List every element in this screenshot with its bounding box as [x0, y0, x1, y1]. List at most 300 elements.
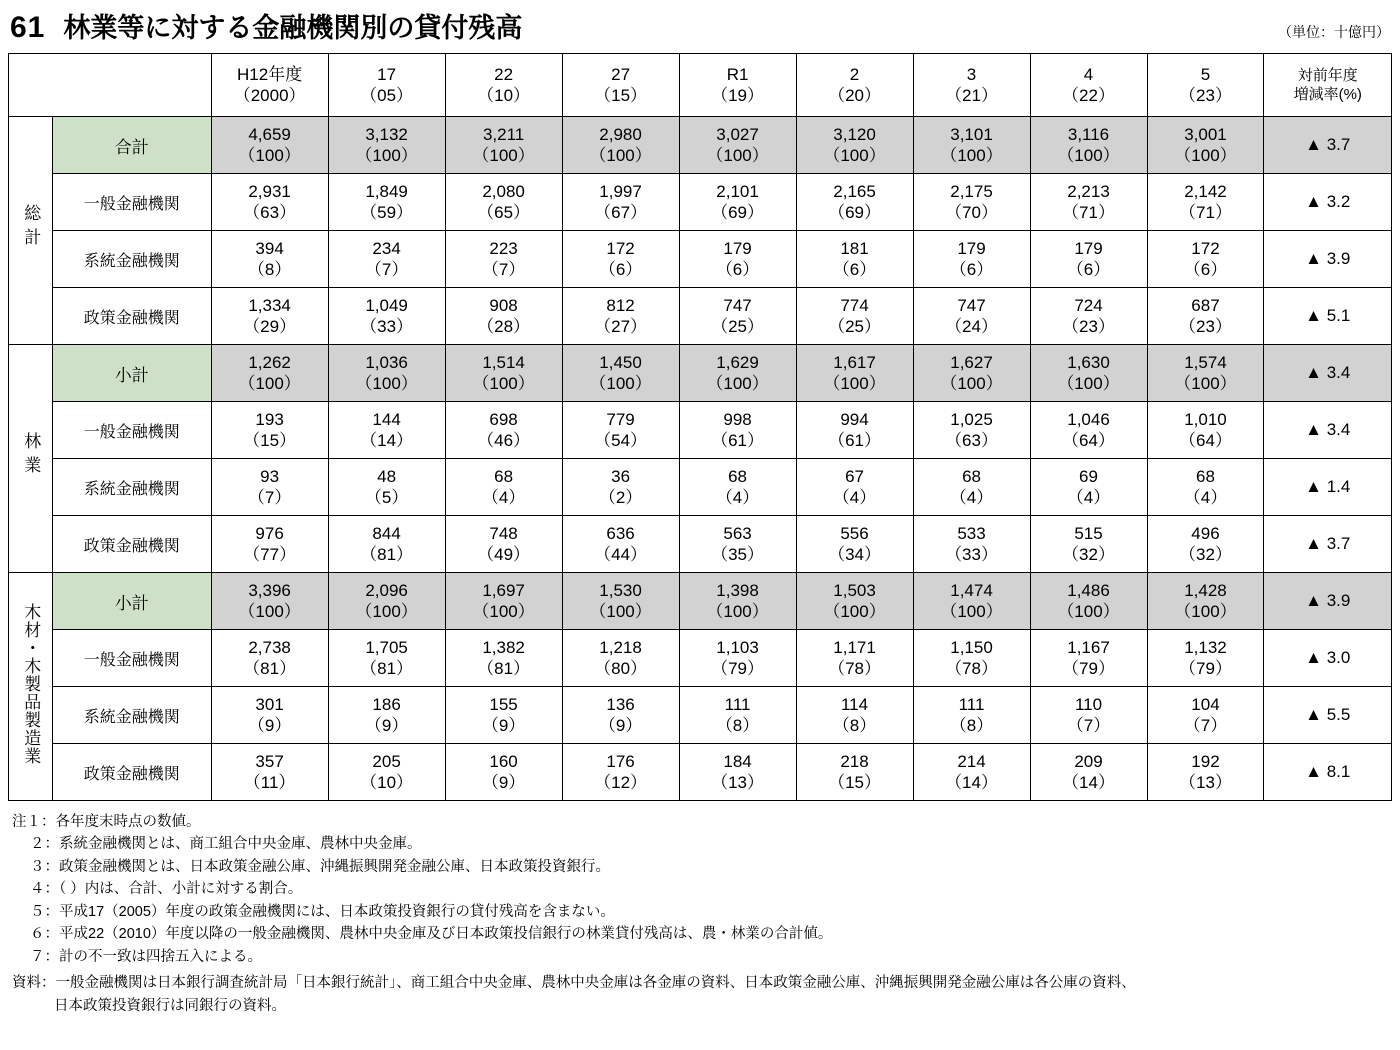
rate-cell: ▲ 8.1 [1264, 744, 1392, 801]
cell-value: 1,705 [365, 637, 408, 657]
data-cell [1147, 744, 1264, 801]
cell-share: （100） [1057, 602, 1120, 621]
cell-share: （33） [360, 317, 414, 336]
cell-share: （7） [247, 488, 292, 507]
cell-value: 48 [377, 466, 397, 486]
cell-share: （79） [1179, 659, 1232, 678]
cell-value: 1,697 [482, 580, 525, 600]
data-cell [328, 231, 445, 288]
data-cell [1147, 516, 1264, 573]
table-row [9, 117, 1392, 174]
data-cell [796, 345, 913, 402]
cell-share: （63） [945, 431, 998, 450]
data-cell [211, 459, 328, 516]
data-cell [562, 288, 679, 345]
cell-share: （25） [828, 317, 881, 336]
cell-share: （100） [238, 374, 301, 393]
cell-share: （7） [481, 260, 526, 279]
header-rate-line2: 増減率(%) [1293, 86, 1362, 103]
cell-value: 1,474 [950, 580, 993, 600]
header-year-7-line2: （22） [1062, 86, 1115, 105]
note-2: ２：系統金融機関とは、商工組合中央金庫、農林中央金庫。 [30, 836, 422, 853]
cell-share: （79） [711, 659, 765, 678]
cell-share: （78） [945, 659, 998, 678]
data-cell [211, 573, 328, 630]
data-cell [913, 174, 1030, 231]
group-label-2 [9, 573, 53, 801]
cell-value: 176 [606, 751, 635, 771]
cell-value: 111 [958, 694, 985, 714]
cell-value: 2,175 [950, 181, 993, 201]
cell-value: 1,849 [365, 181, 408, 201]
rate-cell: ▲ 5.5 [1264, 687, 1392, 744]
data-cell [445, 402, 562, 459]
data-cell [328, 174, 445, 231]
cell-value: 68 [1196, 466, 1215, 486]
cell-share: （81） [243, 659, 297, 678]
data-cell [679, 687, 796, 744]
cell-value: 114 [840, 694, 869, 714]
header-year-0 [211, 54, 328, 117]
data-cell [1147, 345, 1264, 402]
cell-share: （100） [706, 146, 769, 165]
cell-value: 93 [260, 466, 280, 486]
data-cell [679, 630, 796, 687]
cell-value: 172 [606, 238, 635, 258]
cell-value: 3,211 [482, 124, 525, 144]
cell-share: （64） [1179, 431, 1232, 450]
cell-value: 3,396 [248, 580, 291, 600]
cell-value: 69 [1079, 466, 1098, 486]
data-cell [913, 402, 1030, 459]
table-row [9, 402, 1392, 459]
cell-share: （32） [1062, 545, 1115, 564]
header-year-1-line1: 17 [377, 64, 397, 84]
cell-value: 179 [1074, 238, 1103, 258]
cell-share: （12） [594, 773, 648, 792]
cell-value: 976 [255, 523, 284, 543]
data-cell [913, 573, 1030, 630]
row-label: 合計 [52, 117, 211, 174]
rate-cell: ▲ 3.2 [1264, 174, 1392, 231]
cell-share: （100） [1057, 374, 1120, 393]
cell-share: （4） [715, 488, 760, 507]
rate-cell: ▲ 3.9 [1264, 231, 1392, 288]
source-block [8, 972, 1392, 1017]
cell-share: （9） [481, 716, 526, 735]
data-cell [913, 231, 1030, 288]
cell-value: 908 [489, 295, 518, 315]
data-cell [562, 516, 679, 573]
data-cell [445, 345, 562, 402]
rate-cell: ▲ 3.9 [1264, 573, 1392, 630]
cell-value: 111 [724, 694, 751, 714]
cell-share: （27） [594, 317, 648, 336]
data-cell [1030, 345, 1147, 402]
data-cell [679, 516, 796, 573]
rate-cell: ▲ 3.7 [1264, 117, 1392, 174]
cell-share: （100） [472, 146, 535, 165]
data-cell [1030, 459, 1147, 516]
cell-value: 563 [723, 523, 752, 543]
cell-value: 1,132 [1184, 637, 1227, 657]
cell-value: 747 [723, 295, 752, 315]
data-cell [913, 117, 1030, 174]
data-cell [1030, 573, 1147, 630]
data-cell [1030, 630, 1147, 687]
cell-share: （49） [477, 545, 531, 564]
cell-value: 1,046 [1067, 409, 1110, 429]
data-cell [913, 459, 1030, 516]
data-cell [913, 687, 1030, 744]
data-cell [328, 459, 445, 516]
data-cell [796, 630, 913, 687]
cell-share: （71） [1062, 203, 1115, 222]
cell-value: 1,036 [365, 352, 408, 372]
cell-share: （5） [364, 488, 409, 507]
cell-value: 218 [840, 751, 869, 771]
cell-share: （4） [832, 488, 877, 507]
rate-cell: ▲ 5.1 [1264, 288, 1392, 345]
cell-share: （4） [1183, 488, 1228, 507]
cell-value: 110 [1074, 694, 1103, 714]
cell-value: 533 [957, 523, 986, 543]
data-cell [1147, 630, 1264, 687]
data-cell [1030, 687, 1147, 744]
data-cell [796, 231, 913, 288]
cell-share: （6） [715, 260, 760, 279]
cell-share: （11） [243, 773, 296, 792]
header-year-1 [328, 54, 445, 117]
cell-share: （4） [481, 488, 526, 507]
cell-share: （67） [594, 203, 648, 222]
header-year-2-line1: 22 [494, 64, 514, 84]
cell-value: 186 [372, 694, 401, 714]
header-year-3-line1: 27 [611, 64, 631, 84]
cell-share: （10） [360, 773, 414, 792]
note-7: ７：計の不一致は四捨五入による。 [30, 948, 262, 965]
data-cell [562, 459, 679, 516]
data-cell [913, 288, 1030, 345]
data-cell [1030, 174, 1147, 231]
cell-value: 774 [840, 295, 869, 315]
cell-share: （80） [594, 659, 648, 678]
cell-value: 67 [845, 466, 864, 486]
cell-value: 104 [1191, 694, 1220, 714]
cell-value: 214 [957, 751, 986, 771]
cell-value: 698 [489, 409, 518, 429]
cell-share: （4） [1066, 488, 1111, 507]
table-row [9, 516, 1392, 573]
cell-value: 181 [840, 238, 869, 258]
cell-value: 1,010 [1184, 409, 1227, 429]
cell-value: 2,096 [365, 580, 408, 600]
data-cell [562, 573, 679, 630]
cell-value: 1,262 [248, 352, 291, 372]
cell-share: （70） [945, 203, 998, 222]
data-cell [796, 744, 913, 801]
cell-value: 192 [1191, 751, 1220, 771]
cell-value: 748 [489, 523, 518, 543]
table-row [9, 459, 1392, 516]
header-year-5-line1: 2 [849, 64, 860, 84]
cell-value: 193 [255, 409, 284, 429]
data-cell [211, 345, 328, 402]
cell-value: 1,025 [950, 409, 993, 429]
cell-share: （100） [823, 374, 886, 393]
cell-value: 2,931 [248, 181, 291, 201]
data-cell [679, 174, 796, 231]
cell-value: 1,150 [950, 637, 993, 657]
cell-value: 998 [723, 409, 752, 429]
cell-share: （8） [949, 716, 994, 735]
data-cell [445, 687, 562, 744]
cell-share: （61） [828, 431, 881, 450]
table-header [9, 54, 1392, 117]
header-year-3 [562, 54, 679, 117]
data-cell [796, 288, 913, 345]
group-label-1-text: 林業 [21, 432, 41, 481]
cell-share: （44） [594, 545, 648, 564]
data-cell [679, 402, 796, 459]
cell-value: 301 [255, 694, 284, 714]
data-cell [913, 744, 1030, 801]
header-year-4-line1: R1 [726, 64, 749, 84]
cell-value: 1,450 [599, 352, 642, 372]
row-label: 政策金融機関 [52, 516, 211, 573]
data-cell [445, 573, 562, 630]
data-cell [913, 516, 1030, 573]
rate-cell: ▲ 1.4 [1264, 459, 1392, 516]
cell-value: 68 [962, 466, 981, 486]
header-year-8 [1147, 54, 1264, 117]
data-cell [211, 231, 328, 288]
loan-balance-table [8, 53, 1392, 801]
cell-share: （7） [364, 260, 409, 279]
cell-value: 1,218 [599, 637, 642, 657]
data-cell [796, 459, 913, 516]
header-year-6-line2: （21） [945, 86, 998, 105]
cell-value: 2,142 [1184, 181, 1227, 201]
cell-share: （77） [243, 545, 297, 564]
cell-value: 2,980 [599, 124, 642, 144]
data-cell [445, 117, 562, 174]
data-cell [562, 402, 679, 459]
data-cell [679, 117, 796, 174]
data-cell [328, 516, 445, 573]
cell-value: 556 [840, 523, 869, 543]
data-cell [796, 687, 913, 744]
cell-share: （13） [711, 773, 765, 792]
data-cell [445, 174, 562, 231]
group-label-0-text: 総計 [21, 204, 41, 253]
cell-share: （63） [243, 203, 297, 222]
cell-share: （4） [949, 488, 994, 507]
header-year-0-line1: H12年度 [237, 64, 303, 84]
data-cell [445, 744, 562, 801]
cell-value: 844 [372, 523, 401, 543]
data-cell [562, 174, 679, 231]
row-label: 一般金融機関 [52, 630, 211, 687]
header-year-8-line1: 5 [1200, 64, 1211, 84]
unit-note: （単位：十億円） [1278, 24, 1390, 40]
data-cell [211, 687, 328, 744]
data-cell [445, 231, 562, 288]
cell-value: 234 [372, 238, 401, 258]
title-text: 林業等に対する金融機関別の貸付残高 [63, 13, 523, 43]
data-cell [1147, 459, 1264, 516]
cell-share: （100） [355, 374, 418, 393]
data-cell [1147, 573, 1264, 630]
header-year-4-line2: （19） [711, 86, 765, 105]
note-1: 注１：各年度末時点の数値。 [12, 814, 201, 830]
cell-value: 3,101 [950, 124, 993, 144]
table-row [9, 231, 1392, 288]
header-year-6-line1: 3 [966, 64, 977, 84]
cell-value: 2,165 [833, 181, 876, 201]
cell-share: （6） [598, 260, 643, 279]
cell-share: （8） [832, 716, 877, 735]
cell-share: （100） [706, 374, 769, 393]
cell-share: （9） [481, 773, 526, 792]
cell-value: 636 [606, 523, 635, 543]
cell-share: （100） [238, 146, 301, 165]
cell-share: （100） [472, 602, 535, 621]
data-cell [211, 402, 328, 459]
cell-share: （8） [247, 260, 292, 279]
cell-share: （33） [945, 545, 998, 564]
cell-share: （69） [828, 203, 881, 222]
data-cell [211, 744, 328, 801]
data-cell [679, 744, 796, 801]
cell-share: （78） [828, 659, 881, 678]
data-cell [211, 117, 328, 174]
cell-share: （81） [477, 659, 531, 678]
note-6: ６：平成22（2010）年度以降の一般金融機関、農林中央金庫及び日本政策投信銀行の林業貸付残高は、農・林業の合計値。 [30, 926, 833, 943]
data-cell [1030, 744, 1147, 801]
cell-share: （100） [1057, 146, 1120, 165]
data-cell [562, 117, 679, 174]
cell-share: （100） [472, 374, 535, 393]
header-year-1-line2: （05） [360, 86, 414, 105]
row-label: 系統金融機関 [52, 459, 211, 516]
source-line-1: 資料：一般金融機関は日本銀行調査統計局「日本銀行統計」、商工組合中央金庫、農林中央金庫は各金庫の資料、日本政策金融公庫、沖縄振興開発金融公庫は各公庫の資料、 [12, 975, 1136, 992]
cell-share: （61） [711, 431, 765, 450]
source-line-2: 日本政策投資銀行は同銀行の資料。 [54, 997, 286, 1014]
cell-value: 1,530 [599, 580, 642, 600]
cell-value: 3,027 [716, 124, 759, 144]
cell-share: （100） [940, 602, 1003, 621]
group-label-1 [9, 345, 53, 573]
cell-share: （15） [828, 773, 881, 792]
data-cell [328, 573, 445, 630]
data-cell [796, 573, 913, 630]
header-year-2-line2: （10） [477, 86, 531, 105]
row-label: 政策金融機関 [52, 744, 211, 801]
data-cell [679, 288, 796, 345]
cell-share: （7） [1183, 716, 1228, 735]
data-cell [445, 459, 562, 516]
cell-value: 1,486 [1067, 580, 1110, 600]
cell-share: （32） [1179, 545, 1232, 564]
cell-share: （64） [1062, 431, 1115, 450]
data-cell [1147, 231, 1264, 288]
cell-value: 1,049 [365, 295, 408, 315]
header-year-5 [796, 54, 913, 117]
data-cell [1147, 174, 1264, 231]
cell-value: 68 [494, 466, 514, 486]
cell-share: （81） [360, 545, 414, 564]
data-cell [328, 345, 445, 402]
header-year-6 [913, 54, 1030, 117]
data-cell [562, 744, 679, 801]
cell-value: 2,080 [482, 181, 525, 201]
cell-value: 2,101 [716, 181, 759, 201]
data-cell [1030, 231, 1147, 288]
cell-share: （13） [1179, 773, 1232, 792]
table-row [9, 744, 1392, 801]
data-cell [1030, 402, 1147, 459]
data-cell [328, 402, 445, 459]
cell-value: 1,514 [482, 352, 525, 372]
row-label: 系統金融機関 [52, 231, 211, 288]
cell-share: （6） [949, 260, 994, 279]
data-cell [328, 288, 445, 345]
cell-share: （79） [1062, 659, 1115, 678]
cell-share: （100） [706, 602, 769, 621]
cell-share: （2） [598, 488, 643, 507]
data-cell [1147, 288, 1264, 345]
cell-value: 515 [1074, 523, 1103, 543]
cell-value: 1,630 [1067, 352, 1110, 372]
cell-share: （29） [243, 317, 297, 336]
cell-value: 160 [489, 751, 518, 771]
group-label-0 [9, 117, 53, 345]
header-year-0-line2: （2000） [233, 86, 306, 105]
cell-value: 179 [957, 238, 986, 258]
notes-block [8, 811, 1392, 968]
table-row [9, 174, 1392, 231]
cell-share: （6） [832, 260, 877, 279]
header-year-3-line2: （15） [594, 86, 648, 105]
note-5: ５：平成17（2005）年度の政策金融機関には、日本政策投資銀行の貸付残高を含まない。 [30, 903, 615, 920]
cell-value: 205 [372, 751, 401, 771]
data-cell [913, 630, 1030, 687]
cell-value: 1,428 [1184, 580, 1227, 600]
cell-value: 687 [1191, 295, 1220, 315]
cell-share: （23） [1179, 317, 1232, 336]
rate-cell: ▲ 3.7 [1264, 516, 1392, 573]
cell-value: 3,132 [365, 124, 408, 144]
table-row [9, 687, 1392, 744]
cell-share: （100） [355, 602, 418, 621]
data-cell [679, 345, 796, 402]
row-label: 小計 [52, 573, 211, 630]
data-cell [796, 174, 913, 231]
cell-value: 1,627 [950, 352, 993, 372]
cell-share: （23） [1062, 317, 1115, 336]
cell-share: （100） [355, 146, 418, 165]
cell-share: （35） [711, 545, 765, 564]
data-cell [913, 345, 1030, 402]
cell-value: 779 [606, 409, 635, 429]
data-cell [562, 687, 679, 744]
cell-share: （9） [364, 716, 409, 735]
cell-value: 209 [1074, 751, 1103, 771]
data-cell [328, 687, 445, 744]
data-cell [211, 516, 328, 573]
row-label: 一般金融機関 [52, 402, 211, 459]
